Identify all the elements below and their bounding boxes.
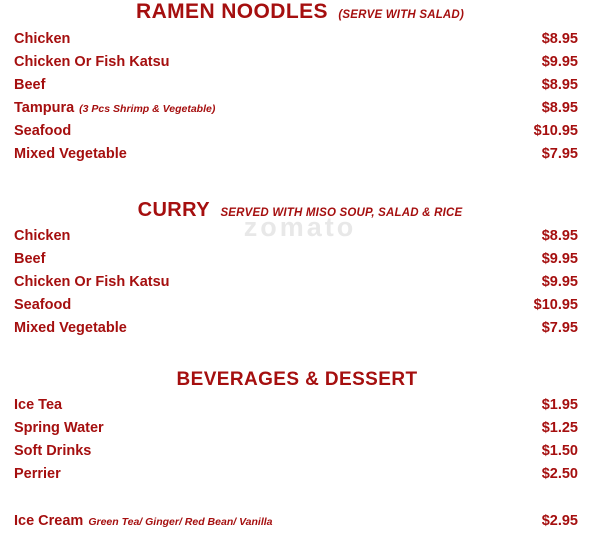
item-name: Mixed Vegetable [14,146,127,162]
item-price: $9.95 [541,251,578,267]
menu-item-row [0,466,600,489]
item-price: $8.95 [541,100,578,116]
menu-item-row [0,228,600,251]
section-subtitle: (SERVE WITH SALAD) [338,9,464,21]
menu-item-row [0,320,600,343]
section-header [0,199,600,222]
item-price: $1.50 [541,443,578,459]
item-price: $2.95 [541,513,578,529]
section-items [0,397,600,489]
menu-section-ice-cream [0,513,600,536]
item-name: Mixed Vegetable [14,320,127,336]
item-note: (3 Pcs Shrimp & Vegetable) [79,103,216,115]
item-name: Ice Tea [14,397,63,413]
item-name: Beef [14,77,46,93]
item-price: $10.95 [533,123,578,139]
menu-item-row [0,31,600,54]
item-name: Seafood [14,123,72,139]
item-name: Chicken Or Fish Katsu [14,274,170,290]
item-price: $1.25 [541,420,578,436]
item-note: Green Tea/ Ginger/ Red Bean/ Vanilla [88,516,273,528]
watermark: zomato [243,212,357,242]
menu-item-row [0,54,600,77]
menu-item-row [0,297,600,320]
section-title: BEVERAGES & DESSERT [176,369,418,390]
section-title: CURRY [137,199,210,221]
item-price: $2.50 [541,466,578,482]
item-name: Beef [14,251,46,267]
item-name: Spring Water [14,420,104,436]
section-subtitle: SERVED WITH MISO SOUP, SALAD & RICE [220,207,463,219]
item-name: Soft Drinks [14,443,92,459]
section-items [0,228,600,343]
item-price: $9.95 [541,274,578,290]
item-name: Chicken Or Fish Katsu [14,54,170,70]
menu-item-row [0,513,600,536]
menu-section-ramen-noodles [0,0,600,169]
item-price: $8.95 [541,31,578,47]
menu-item-row [0,420,600,443]
menu-item-row [0,100,600,123]
item-name: Seafood [14,297,72,313]
section-header [0,0,600,24]
item-name: Ice Cream [14,513,84,529]
menu-section-beverages-dessert [0,369,600,489]
item-name: Perrier [14,466,61,482]
menu-item-row [0,251,600,274]
menu-section-curry [0,199,600,343]
item-price: $10.95 [533,297,578,313]
item-price: $1.95 [541,397,578,413]
menu-item-row [0,77,600,100]
menu-item-row [0,443,600,466]
item-price: $8.95 [541,77,578,93]
item-price: $8.95 [541,228,578,244]
item-name: Tampura [14,100,75,116]
section-title: RAMEN NOODLES [136,0,328,23]
item-price: $7.95 [541,320,578,336]
item-name: Chicken [14,31,71,47]
section-items [0,31,600,169]
item-price: $7.95 [541,146,578,162]
item-name: Chicken [14,228,71,244]
menu-item-row [0,146,600,169]
item-price: $9.95 [541,54,578,70]
section-header [0,369,600,391]
menu-item-row [0,274,600,297]
menu-item-row [0,123,600,146]
section-items [0,513,600,536]
menu-item-row [0,397,600,420]
